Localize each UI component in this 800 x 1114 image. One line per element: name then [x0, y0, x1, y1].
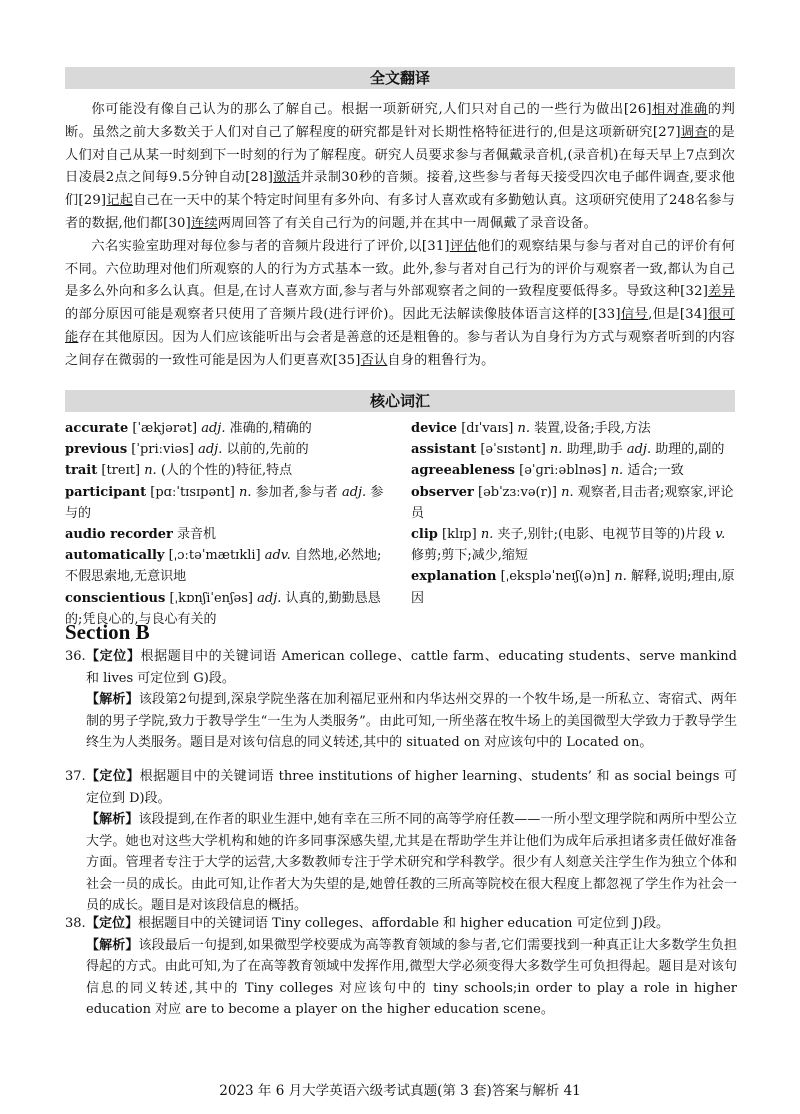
vocab-phonetic: [ˈækjərət] [132, 421, 198, 436]
vocab-pos: adj. [201, 421, 226, 436]
vocab-entry [411, 566, 736, 608]
vocab-entry [411, 524, 736, 566]
vocab-phonetic: [ˌkɒnʃiˈenʃəs] [169, 590, 253, 606]
question-number: 38. [65, 916, 86, 931]
translation-text: 他们的观察结果与参与者对自己的评价有何不同。六位助理对他们所观察的人的行为方式基本一致。此外,参与者对自己行为的评价与观察者一致,都认为自己是多么外向和多么认真。但是,在讨人喜欢方面,参与者与外部观察者之间的一致程度要低得多。导致这种[32] [65, 238, 735, 300]
vocab-pos: n. [561, 484, 574, 500]
vocab-word: accurate [65, 421, 129, 436]
analysis-label: 【解析】 [86, 812, 139, 827]
vocab-pos: n. [239, 484, 252, 500]
question-number: 37. [65, 769, 86, 784]
vocab-entry [65, 460, 390, 481]
translation-paragraph-1 [65, 99, 735, 236]
analysis-text: 该段提到,在作者的职业生涯中,她有幸在三所不同的高等学府任教——一所小型文理学院和两所中型公立大学。她也对这些大学机构和她的许多同事深感失望,尤其是在帮助学生并让他们为成年后承担诸多责任做好准备方面。管理者专注于大学的运营,大多数教师专注于学术研究和学科教学。很少有人刻意关注学生作为独立个体和社会一员的成长。由此可知,让作者大为失望的是,她曾任教的三所高等院校在很大程度上都忽视了学生作为社会一员的成长。题目是对该段信息的概括。 [86, 812, 737, 913]
vocab-word: agreeableness [411, 463, 515, 479]
vocab-word: audio recorder [65, 527, 173, 543]
translation-text: 存在其他原因。因为人们应该能听出与会者是善意的还是粗鲁的。参与者认为自身行为方式与观察者听到的内容之间存在微弱的一致性可能是因为人们更喜欢[35] [65, 329, 736, 368]
vocab-definition: 认真的,勤勤恳恳的;凭良心的,与良心有关的 [65, 590, 381, 627]
vocab-phonetic: [ˌekspləˈneɪʃ(ə)n] [500, 569, 611, 585]
locate-text: 根据题目中的关键词语 three institutions of higher learning、students’ 和 as social beings 可定位到 D)段。 [86, 769, 737, 806]
locate-paragraph [65, 913, 737, 935]
vocab-entry [65, 418, 390, 439]
vocab-pos: n. [549, 442, 563, 458]
vocab-pos: n. [610, 463, 624, 479]
vocab-phonetic: [əˈɡriːəblnəs] [519, 463, 607, 479]
translation-text: 自身的粗鲁行为。 [387, 352, 495, 368]
vocab-pos: n. [144, 463, 157, 479]
translation-text: 并录制30秒的音频。接着,这些参与者每天接受四次电子邮件调查,要求他们[29] [65, 170, 735, 209]
vocab-entry [411, 482, 736, 524]
translation-text: 两周回答了有关自己行为的问题,并在其中一周佩戴了录音设备。 [217, 215, 598, 231]
vocab-definition: 准确的,精确的 [229, 421, 312, 436]
locate-label: 【定位】 [86, 649, 141, 664]
vocab-entry [65, 439, 390, 460]
vocab-word: trait [65, 463, 98, 479]
vocab-entry [65, 545, 390, 587]
vocab-phonetic: [pɑːˈtɪsɪpənt] [150, 484, 235, 500]
answer-word: 评估 [449, 238, 478, 254]
translation-text: ,但是[34] [648, 307, 708, 323]
vocab-pos: v. [715, 527, 726, 543]
locate-label: 【定位】 [86, 916, 139, 931]
answer-word: 相对准确 [651, 102, 708, 117]
vocab-definition: 夹子,别针;(电影、电视节目等的)片段 [497, 527, 712, 543]
vocab-pos: adj. [341, 484, 367, 500]
translation-text: 的部分原因可能是观察者只使用了音频片段(进行评价)。因此无法解读像肢体语言这样的[33] [65, 307, 621, 323]
vocab-word: automatically [65, 548, 165, 564]
vocab-pos: adv. [264, 548, 291, 564]
vocabulary-column-left [65, 418, 390, 630]
locate-paragraph [65, 766, 737, 809]
question-number: 36. [65, 649, 86, 664]
vocab-word: conscientious [65, 590, 166, 606]
analysis-paragraph [65, 809, 737, 917]
vocab-definition: 适合;一致 [627, 463, 684, 479]
vocab-word: device [411, 421, 458, 436]
vocabulary-column-right [411, 418, 736, 609]
answer-word: 激活 [273, 170, 301, 186]
vocab-definition: 助理,助手 [566, 442, 623, 458]
vocab-definition: 解释,说明;理由,原因 [411, 569, 735, 606]
vocab-pos: adj. [198, 442, 223, 458]
vocab-entry [411, 439, 736, 460]
analysis-text: 该段第2句提到,深泉学院坐落在加利福尼亚州和内华达州交界的一个牧牛场,是一所私立、寄宿式、两年制的男子学院,致力于教导学生“一生为人类服务”。由此可知,一所坐落在牧牛场上的美国微型大学致力于教导学生终生为人类服务。题目是对该句信息的同义转述,其中的 situated on 对应该句中的 Located on。 [86, 692, 737, 750]
vocab-pos: n. [614, 569, 627, 585]
vocab-phonetic: [əbˈzɜːvə(r)] [478, 484, 557, 500]
page-footer: 2023 年 6 月大学英语六级考试真题(第 3 套)答案与解析 41 [219, 1083, 581, 1099]
vocab-phonetic: [ˌɔːtəˈmætɪkli] [168, 548, 261, 564]
vocab-word: explanation [411, 569, 497, 585]
analysis-paragraph [65, 935, 737, 1021]
locate-text: 根据题目中的关键词语 Tiny colleges、affordable 和 higher education 可定位到 J)段。 [138, 916, 669, 931]
answer-word: 否认 [360, 352, 388, 368]
vocab-entry [65, 482, 390, 524]
answer-word: 很可能 [65, 307, 735, 345]
vocab-definition: 参与的 [65, 484, 384, 521]
translation-text: 自己在一天中的某个特定时间里有多外向、有多讨人喜欢或有多勤勉认真。这项研究使用了248名参与者的数据,他们都[30] [65, 193, 735, 231]
translation-text: 你可能没有像自己认为的那么了解自己。根据一项新研究,人们只对自己的一些行为做出[26] [91, 102, 652, 117]
vocab-entry [65, 524, 390, 545]
analysis-label: 【解析】 [86, 692, 139, 707]
vocab-definition: 录音机 [177, 527, 217, 543]
section-title: Section B [65, 620, 150, 644]
answer-word: 记起 [106, 193, 134, 209]
locate-paragraph [65, 646, 737, 689]
answer-word: 连续 [190, 215, 218, 231]
vocab-word: assistant [411, 442, 477, 458]
vocab-definition: 以前的,先前的 [226, 442, 309, 458]
answer-word: 调查 [680, 124, 709, 140]
vocab-word: observer [411, 484, 474, 500]
question-37 [65, 766, 737, 917]
vocabulary-heading: 核心词汇 [65, 390, 735, 412]
answer-word: 信号 [620, 307, 649, 323]
vocab-pos: n. [517, 421, 530, 436]
vocab-pos: adj. [626, 442, 652, 458]
vocab-pos: n. [480, 527, 494, 543]
vocab-phonetic: [dɪˈvaɪs] [461, 421, 514, 436]
translation-text: 的是人们对自己从某一时刻到下一时刻的行为了解程度。研究人员要求参与者佩戴录音机,(录音机)在每天早上7点到次日凌晨2点之间每9.5分钟自动[28] [65, 124, 735, 186]
translation-text: 六名实验室助理对每位参与者的音频片段进行了评价,以[31] [91, 238, 450, 254]
translation-body [65, 99, 735, 373]
analysis-text: 该段最后一句提到,如果微型学校要成为高等教育领域的参与者,它们需要找到一种真正让大多数学生负担得起的方式。由此可知,为了在高等教育领域中发挥作用,微型大学必须变得大多数学生可负担得起。题目是对该句信息的同义转述,其中的 Tiny colleges 对应该句中的 tiny schools;in order to play a role in higher education 对应 are to become a player on the higher education scene。 [86, 937, 737, 1017]
vocab-definition: (人的个性的)特征,特点 [160, 463, 293, 479]
vocab-definition: 观察者,目击者;观察家,评论员 [411, 484, 734, 521]
vocab-definition: 修剪;剪下;减少,缩短 [411, 548, 528, 564]
translation-paragraph-2 [65, 236, 735, 373]
question-36 [65, 646, 737, 754]
vocab-entry [411, 418, 736, 439]
vocab-phonetic: [treɪt] [101, 463, 141, 479]
vocab-word: clip [411, 527, 438, 543]
vocab-pos: adj. [257, 590, 282, 606]
answer-word: 差异 [708, 284, 735, 300]
question-38 [65, 913, 737, 1021]
vocab-entry [411, 460, 736, 481]
vocab-phonetic: [ˈpriːviəs] [131, 442, 194, 458]
analysis-paragraph [65, 689, 737, 754]
vocab-word: participant [65, 484, 147, 500]
translation-text: 的判断。虽然之前大多数关于人们对自己了解程度的研究都是针对长期性格特征进行的,但是这项新研究[27] [65, 102, 735, 140]
vocab-definition: 装置,设备;手段,方法 [534, 421, 651, 436]
vocab-word: previous [65, 442, 128, 458]
vocab-definition: 助理的,副的 [655, 442, 725, 458]
vocab-phonetic: [əˈsɪstənt] [480, 442, 546, 458]
vocab-definition: 参加者,参与者 [255, 484, 338, 500]
translation-heading: 全文翻译 [65, 67, 735, 89]
vocab-phonetic: [klɪp] [442, 527, 477, 543]
locate-label: 【定位】 [86, 769, 140, 784]
vocab-definition: 自然地,必然地;不假思索地,无意识地 [65, 548, 382, 585]
analysis-label: 【解析】 [86, 937, 139, 953]
locate-text: 根据题目中的关键词语 American college、cattle farm、educating students、serve mankind 和 lives 可定位到 G)段。 [86, 649, 737, 686]
